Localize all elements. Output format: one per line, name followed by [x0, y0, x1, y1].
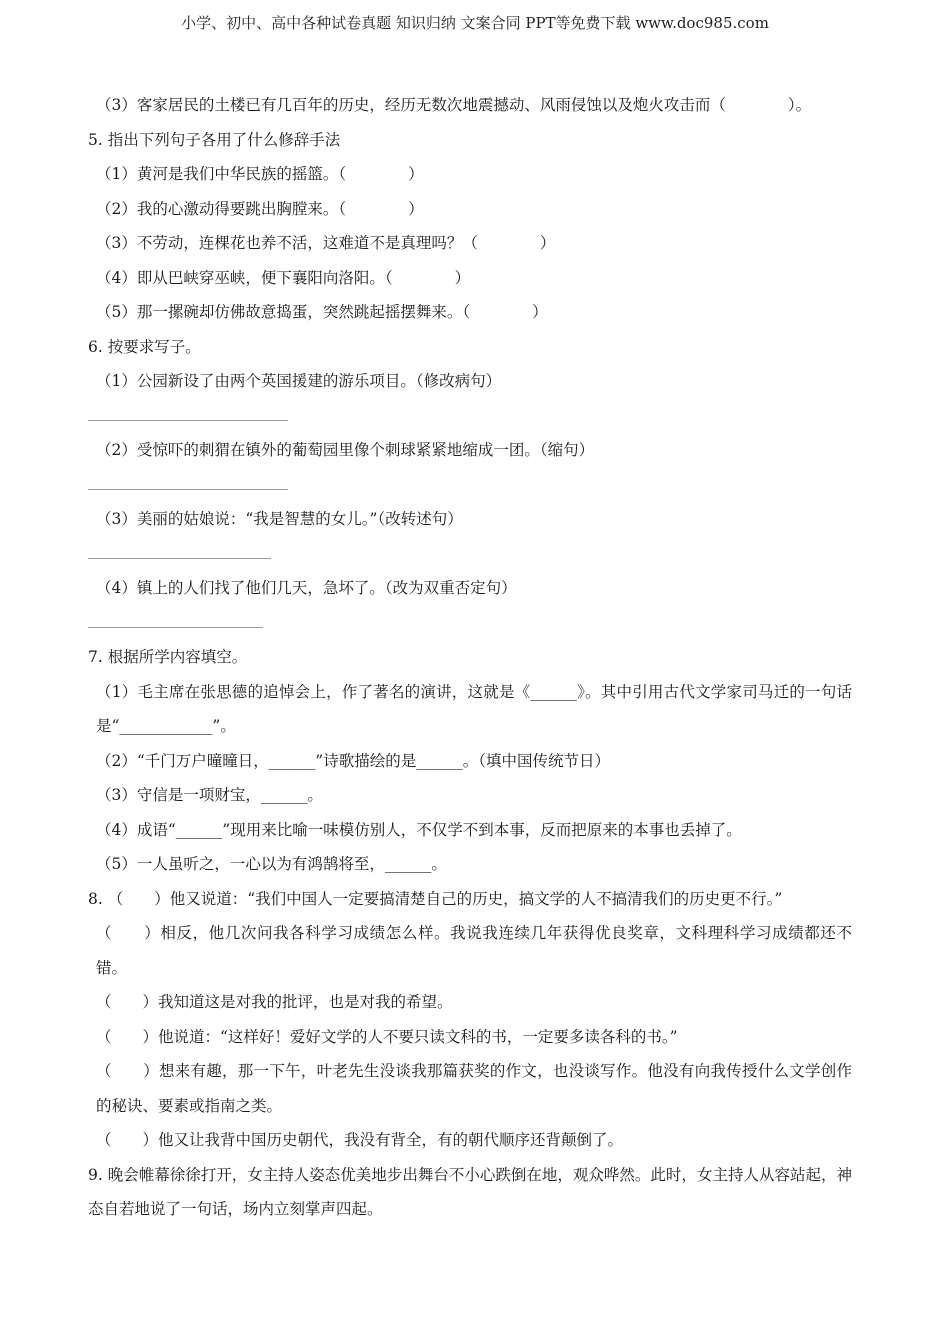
- question-7-item-4: （4）成语“______”现用来比喻一味模仿别人，不仅学不到本事，反而把原来的本事也丢掉了。: [96, 820, 742, 839]
- answer-line[interactable]: [88, 537, 852, 572]
- answer-line[interactable]: [88, 606, 852, 641]
- question-6-item-4: （4）镇上的人们找了他们几天，急坏了。（改为双重否定句）: [96, 579, 517, 597]
- question-8-sentence: （ ）我知道这是对我的批评，也是对我的希望。: [96, 993, 453, 1011]
- question-7-title: 7. 根据所学内容填空。: [88, 648, 248, 666]
- question-6-item-3: （3）美丽的姑娘说：“我是智慧的女儿。”（改转述句）: [96, 510, 463, 528]
- question-8-sentence: （ ）想来有趣，那一下午，叶老先生没谈我那篇获奖的作文，也没谈写作。他没有向我传授什么文学创作的秘诀、要素或指南之类。: [96, 1062, 852, 1115]
- question-8-sentence: （ ）相反，他几次问我各科学习成绩怎么样。我说我连续几年获得优良奖章，文科理科学习成绩都还不错。: [96, 924, 852, 977]
- question-8-title: 8. （ ）他又说道：“我们中国人一定要搞清楚自己的历史，搞文学的人不搞清我们的历史更不行。”: [88, 889, 783, 908]
- question-5-item-4: （4）即从巴峡穿巫峡，便下襄阳向洛阳。（ ）: [96, 268, 471, 287]
- question-5-item-2: （2）我的心激动得要跳出胸膛来。（ ）: [96, 199, 424, 218]
- question-6-item-1: （1）公园新设了由两个英国援建的游乐项目。（修改病句）: [96, 372, 502, 390]
- question-9-title: 9. 晚会帷幕徐徐打开，女主持人姿态优美地步出舞台不小心跌倒在地，观众哗然。此时，女主持人从容站起，神态自若地说了一句话，场内立刻掌声四起。: [88, 1165, 852, 1218]
- question-7-item-2: （2）“千门万户曈曈日，______”诗歌描绘的是______。（填中国传统节日）: [96, 751, 610, 770]
- answer-line[interactable]: [88, 468, 852, 503]
- question-7-item-3: （3）守信是一项财宝，______。: [96, 786, 323, 804]
- worksheet-body: [88, 88, 852, 1227]
- question-6-item-2: （2）受惊吓的刺猬在镇外的葡萄园里像个刺球紧紧地缩成一团。（缩句）: [96, 441, 595, 459]
- question-8-sentence: （ ）他又让我背中国历史朝代，我没有背全，有的朝代顺序还背颠倒了。: [96, 1131, 624, 1149]
- question-5-item-1: （1）黄河是我们中华民族的摇篮。（ ）: [96, 165, 424, 183]
- question-8-sentence: （ ）他说道：“这样好！爱好文学的人不要只读文科的书，一定要多读各科的书。”: [96, 1027, 678, 1046]
- question-5-item-3: （3）不劳动，连棵花也养不活，这难道不是真理吗？（ ）: [96, 234, 556, 252]
- question-7-item-5: （5）一人虽听之，一心以为有鸿鹄将至，______。: [96, 855, 447, 873]
- question-6-title: 6. 按要求写子。: [88, 337, 201, 356]
- question-5-title: 5. 指出下列句子各用了什么修辞手法: [88, 130, 341, 149]
- question-7-item-1: （1）毛主席在张思德的追悼会上，作了著名的演讲，这就是《______》。其中引用古代文学家司马迁的一句话是“____________”。: [96, 682, 852, 735]
- page-header: 小学、初中、高中各种试卷真题 知识归纳 文案合同 PPT等免费下载 www.doc985.com: [181, 14, 769, 32]
- question-4-item-3: （3）客家居民的土楼已有几百年的历史，经历无数次地震撼动、风雨侵蚀以及炮火攻击而（ ）。: [96, 96, 812, 114]
- question-5-item-5: （5）那一摞碗却仿佛故意捣蛋，突然跳起摇摆舞来。（ ）: [96, 303, 548, 321]
- answer-line[interactable]: [88, 399, 852, 434]
